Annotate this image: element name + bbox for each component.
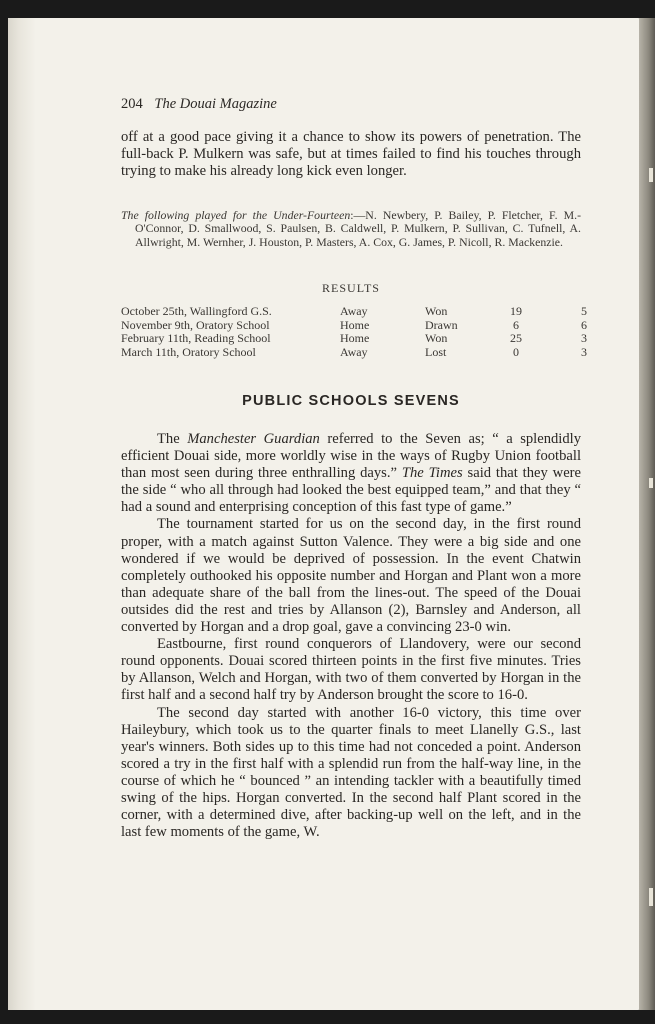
results-heading: RESULTS (322, 281, 380, 295)
result-venue: Away (340, 304, 368, 318)
players-paragraph (121, 209, 581, 249)
body-text-run: said that they were the side “ who all through had looked the best equipped team,” and that they “ had a sound and enterprising conception of this fast type of game.” (121, 465, 582, 516)
result-points-for: 19 (510, 304, 522, 318)
body-paragraph: The second day started with another 16-0 victory, this time over Haileybury, which took us to the quarter finals to meet Llanelly G.S., last year's winners. Both sides up to this time had not conceded a point. Anderson scored a try in the first half with a splendid run from the half-way line, in the course of which he “ bounced ” an intending tackler with a beautifully timed swing of the hips. Horgan converted. In the second half Plant scored in the corner, with a determined dive, after backing-up well on the left, and in the last few moments of the game, W. (121, 704, 581, 841)
result-points-against: 5 (581, 304, 587, 318)
article-body (121, 431, 581, 841)
result-venue: Home (340, 331, 370, 345)
result-outcome: Lost (425, 344, 447, 359)
body-text-run: referred to the Seven as; “ a splendidly efficient Douai side, more worldly wise in the ways of Rugby Union football than most seen during three enthralling days.” (121, 431, 581, 482)
running-header (121, 96, 277, 113)
result-date-opponent: March 11th, Oratory School (121, 344, 256, 359)
result-outcome: Won (425, 304, 448, 318)
intro-paragraph (121, 129, 581, 180)
results-table (121, 304, 586, 358)
result-date-opponent: November 9th, Oratory School (121, 317, 270, 332)
results-row (121, 345, 586, 359)
intro-paragraph-text: off at a good pace giving it a chance to show its powers of penetration. The full-back P. Mulkern was safe, but at times failed to find his touches through trying to make his already long kick even longer. (121, 129, 581, 180)
body-paragraph (121, 431, 581, 516)
publication-name: Manchester Guardian (187, 431, 320, 447)
results-row (121, 318, 586, 332)
result-points-for: 6 (513, 317, 519, 332)
players-lead: The following played for the Under-Fourteen (121, 208, 351, 222)
result-outcome: Won (425, 331, 448, 345)
result-outcome: Drawn (425, 317, 458, 332)
results-row (121, 331, 586, 345)
results-row (121, 304, 586, 318)
result-points-against: 6 (581, 317, 587, 332)
body-text-run: The (157, 431, 188, 447)
result-points-for: 0 (513, 344, 519, 359)
result-points-against: 3 (581, 331, 587, 345)
players-names: :—N. Newbery, P. Bailey, P. Fletcher, F. M.-O'Connor, D. Smallwood, S. Paulsen, B. Caldwell, P. Mulkern, P. Sullivan, C. Tufnell, A. Allwright, M. Wernher, J. Houston, P. Masters, A. Cox, G. James, P. Nicoll, R. Mackenzie. (135, 208, 581, 249)
page-edge-tab (649, 888, 653, 906)
publication-name: The Times (401, 465, 463, 482)
running-title: The Douai Magazine (154, 96, 277, 112)
section-heading: PUBLIC SCHOOLS SEVENS (242, 393, 460, 409)
result-date-opponent: February 11th, Reading School (121, 331, 271, 345)
result-venue: Away (340, 344, 368, 359)
result-venue: Home (340, 317, 370, 332)
players-list (121, 209, 581, 249)
page-number: 204 (121, 96, 143, 112)
body-paragraph: Eastbourne, first round conquerors of Llandovery, were our second round opponents. Douai scored thirteen points in the first five minutes. Tries by Allanson, Welch and Horgan, with two of them converted by Horgan in the first half and a second half try by Anderson brought the score to 16-0. (121, 636, 581, 704)
result-points-against: 3 (581, 344, 587, 359)
result-points-for: 25 (510, 331, 522, 345)
page-edge (639, 18, 655, 1010)
result-date-opponent: October 25th, Wallingford G.S. (121, 304, 272, 318)
page-edge-tab (649, 168, 653, 182)
page-edge-tab (649, 478, 653, 488)
page-binding-shadow (8, 18, 36, 1010)
body-paragraph: The tournament started for us on the second day, in the first round proper, with a match against Sutton Valence. They were a big side and one wondered if we would be deprived of possession. In the event Chatwin completely outhooked his opposite number and Horgan and Plant won a more than adequate share of the ball from the lines-out. The speed of the Douai outsides did the rest and tries by Allanson (2), Barnsley and Anderson, all converted by Horgan and a drop goal, gave a convincing 23-0 win. (121, 516, 581, 636)
